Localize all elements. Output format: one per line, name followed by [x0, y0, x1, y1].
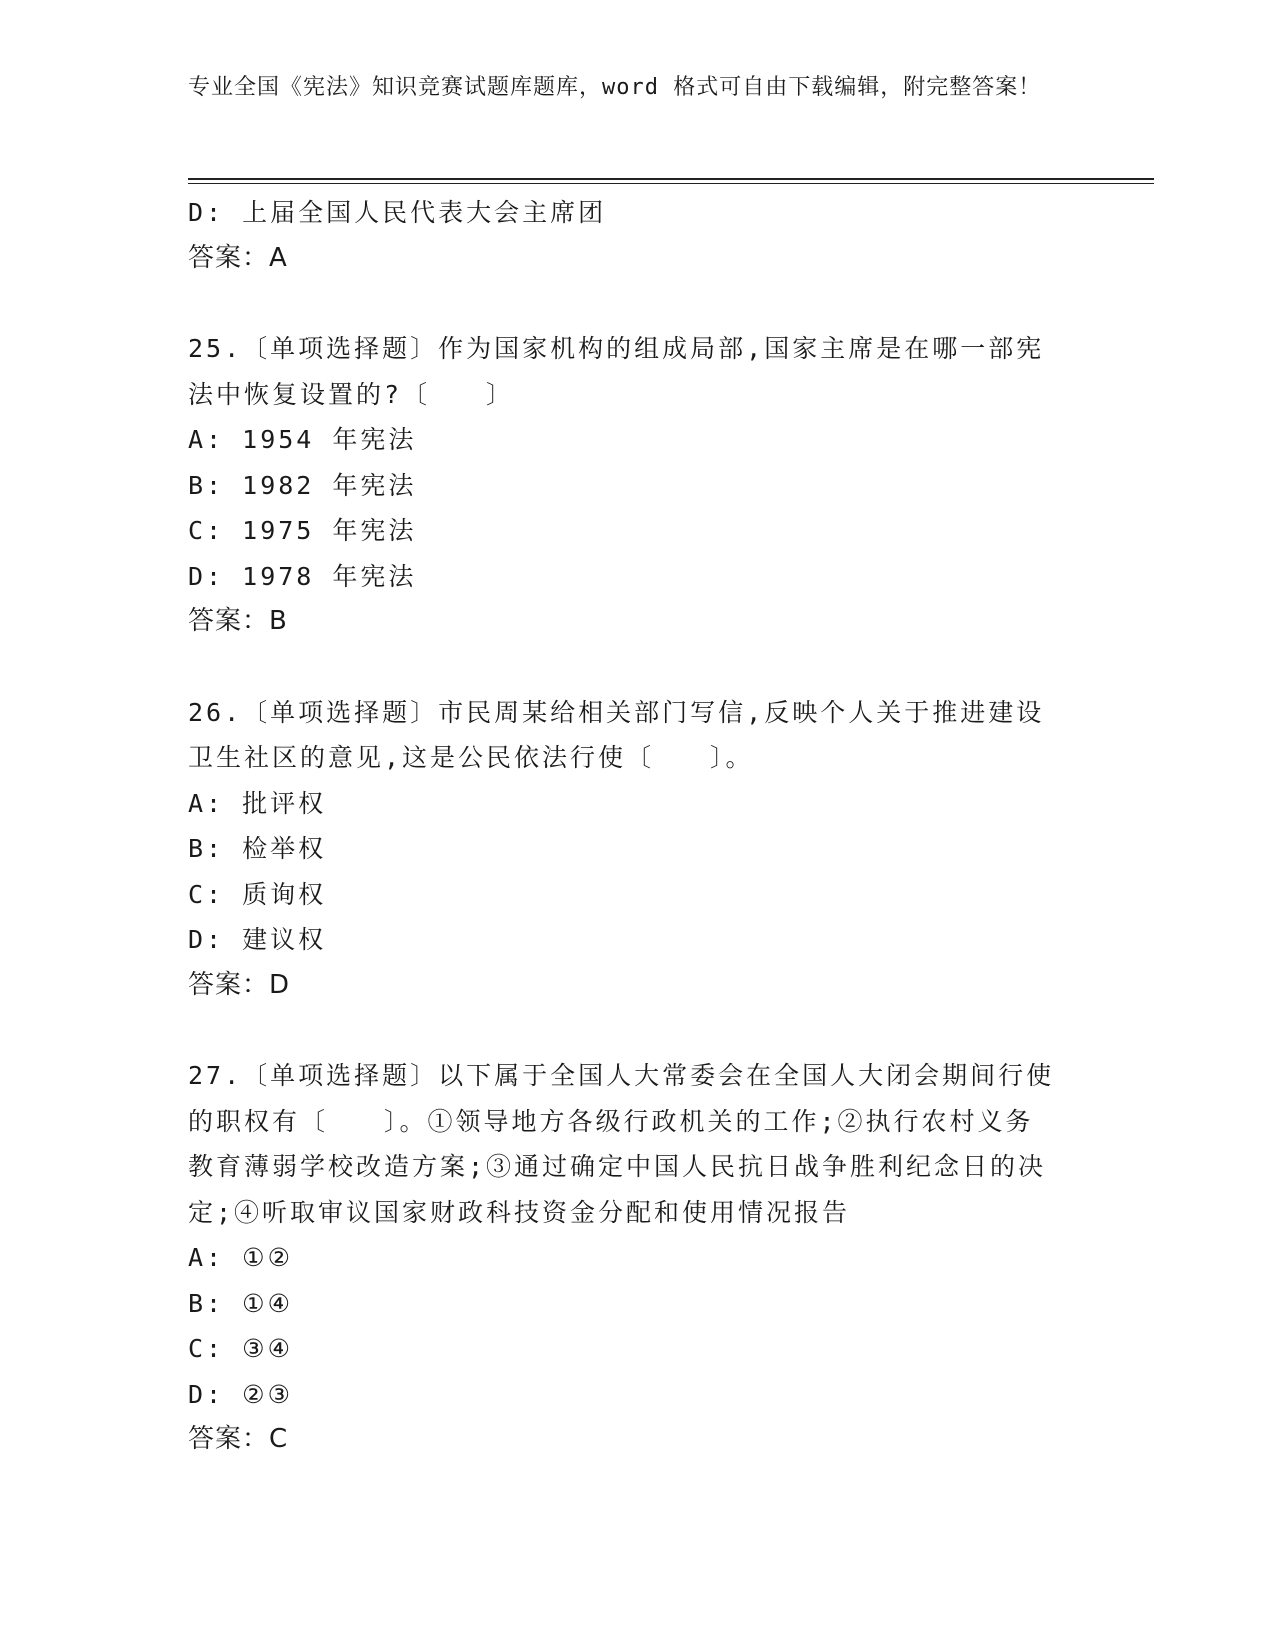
question-text-line: 卫生社区的意见,这是公民依法行使〔 〕。	[188, 743, 754, 772]
question-text-line: 法中恢复设置的?〔 〕	[188, 379, 515, 409]
question-text-line: 26.〔单项选择题〕市民周某给相关部门写信,反映个人关于推进建设	[188, 697, 1045, 727]
option-b: B: 检举权	[188, 834, 327, 863]
header-rule-thin	[188, 183, 1154, 184]
question-text-line: 教育薄弱学校改造方案;③通过确定中国人民抗日战争胜利纪念日的决	[188, 1152, 1047, 1181]
spacer	[188, 645, 1068, 690]
spacer	[188, 1008, 1068, 1053]
question-text-line: 的职权有〔 〕。①领导地方各级行政机关的工作;②执行农村义务	[188, 1106, 1034, 1136]
prev-question-tail	[188, 190, 1068, 281]
question-text-line: 定;④听取审议国家财政科技资金分配和使用情况报告	[188, 1197, 851, 1227]
question-26	[188, 690, 1068, 1009]
document-body	[188, 190, 1068, 1463]
answer: 答案：C	[188, 1424, 289, 1454]
option-d: D: 上届全国人民代表大会主席团	[188, 198, 607, 227]
option-c: C: 1975 年宪法	[188, 516, 417, 545]
option-b: B: ①④	[188, 1288, 293, 1318]
answer: 答案：B	[188, 606, 288, 636]
question-text-line: 27.〔单项选择题〕以下属于全国人大常委会在全国人大闭会期间行使	[188, 1061, 1055, 1090]
question-27	[188, 1053, 1068, 1463]
option-c: C: ③④	[188, 1334, 293, 1363]
spacer	[188, 281, 1068, 326]
question-25	[188, 326, 1068, 645]
header-text: 专业全国《宪法》知识竞赛试题库题库，word 格式可自由下载编辑，附完整答案！	[188, 75, 1042, 100]
option-a: A: 批评权	[188, 788, 327, 818]
answer: 答案：A	[188, 242, 288, 273]
header-rule-thick	[188, 178, 1154, 180]
option-d: D: ②③	[188, 1379, 293, 1409]
option-a: A: 1954 年宪法	[188, 425, 417, 454]
option-a: A: ①②	[188, 1243, 293, 1272]
question-text-line: 25.〔单项选择题〕作为国家机构的组成局部,国家主席是在哪一部宪	[188, 334, 1045, 363]
option-d: D: 建议权	[188, 925, 327, 954]
document-header	[188, 72, 1068, 104]
option-d: D: 1978 年宪法	[188, 561, 417, 591]
answer: 答案：D	[188, 969, 291, 1000]
option-b: B: 1982 年宪法	[188, 470, 417, 500]
option-c: C: 质询权	[188, 879, 327, 909]
